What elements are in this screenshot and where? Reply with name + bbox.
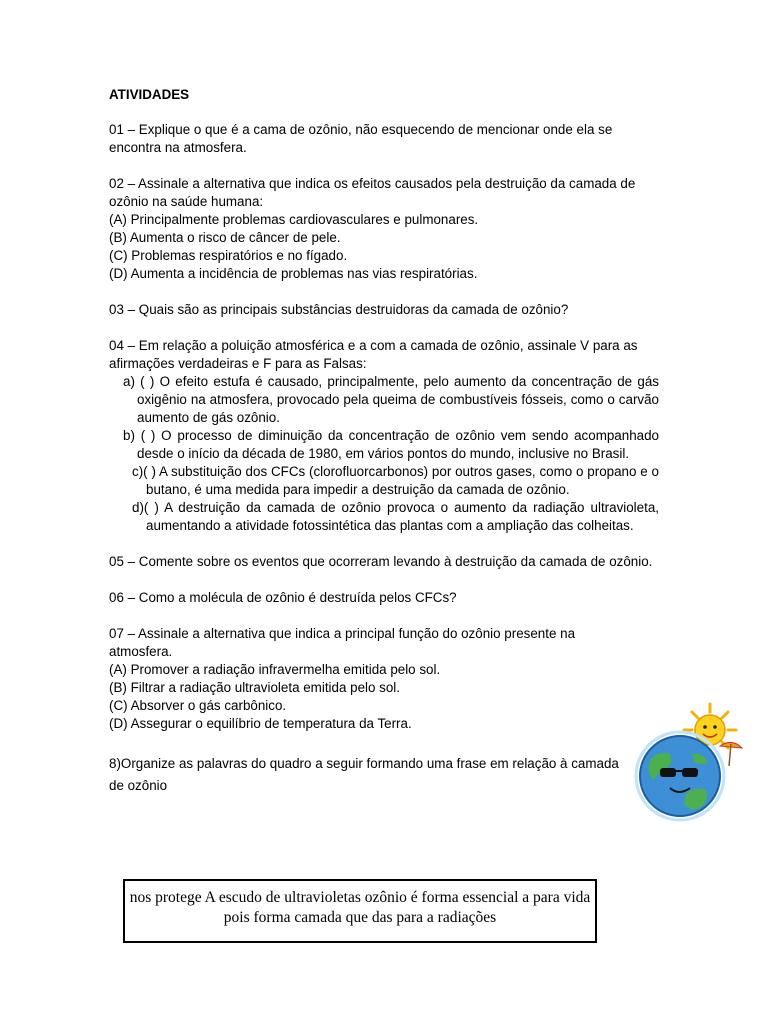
question-8-text: 8)Organize as palavras do quadro a seguir formando uma frase em relação à camada bbox=[109, 756, 619, 771]
question-7 bbox=[109, 625, 609, 733]
worksheet-title: ATIVIDADES bbox=[109, 87, 190, 102]
question-2-option-b: (B) Aumenta o risco de câncer de pele. bbox=[109, 230, 341, 245]
question-3-text: 03 – Quais são as principais substâncias destruidoras da camada de ozônio? bbox=[109, 302, 569, 317]
word-box-line-2: pois forma camada que das para a radiações bbox=[223, 909, 497, 926]
question-3 bbox=[109, 301, 659, 319]
question-1 bbox=[109, 121, 659, 157]
question-2-option-d: (D) Aumenta a incidência de problemas nas vias respiratórias. bbox=[109, 266, 478, 281]
question-4-item-a: a) ( ) O efeito estufa é causado, principalmente, pelo aumento da concentração de gás oxigênio na atmosfera, provocado pela queima de combustíveis fósseis, como o carvão aumento de gás ozônio. bbox=[123, 374, 659, 425]
question-7-option-c: (C) Absorver o gás carbônico. bbox=[109, 698, 287, 713]
question-4-item-d: d)( ) A destruição da camada de ozônio provoca o aumento da radiação ultravioleta, aumentando a atividade fotossintética das plantas com a ampliação das colheitas. bbox=[132, 500, 659, 533]
question-7-option-b: (B) Filtrar a radiação ultravioleta emitida pelo sol. bbox=[109, 680, 400, 695]
question-7-option-d: (D) Assegurar o equilíbrio de temperatura da Terra. bbox=[109, 716, 412, 731]
question-4 bbox=[109, 337, 659, 535]
question-2 bbox=[109, 175, 659, 283]
question-6-text: 06 – Como a molécula de ozônio é destruída pelos CFCs? bbox=[109, 590, 457, 605]
question-6 bbox=[109, 589, 659, 607]
word-box-line-1: nos protege A escudo de ultravioletas ozônio é forma essencial a para vida bbox=[129, 889, 591, 906]
question-4-text: 04 – Em relação a poluição atmosférica e a com a camada de ozônio, assinale V para as afirmações verdadeiras e F para as Falsas: bbox=[109, 338, 638, 371]
question-4-item-c: c)( ) A substituição dos CFCs (clorofluorcarbonos) por outros gases, como o propano e o butano, é uma medida para impedir a destruição da camada de ozônio. bbox=[132, 464, 659, 497]
question-1-text: 01 – Explique o que é a cama de ozônio, não esquecendo de mencionar onde ela se encontra na atmosfera. bbox=[109, 122, 613, 155]
word-box bbox=[123, 879, 597, 943]
question-2-option-a: (A) Principalmente problemas cardiovasculares e pulmonares. bbox=[109, 212, 479, 227]
question-4-item-b: b) ( ) O processo de diminuição da concentração de ozônio vem sendo acompanhado desde o início da década de 1980, em vários pontos do mundo, inclusive no Brasil. bbox=[123, 428, 659, 461]
question-2-option-c: (C) Problemas respiratórios e no fígado. bbox=[109, 248, 348, 263]
question-2-text: 02 – Assinale a alternativa que indica os efeitos causados pela destruição da camada de ozônio na saúde humana: bbox=[109, 176, 636, 209]
question-7-option-a: (A) Promover a radiação infravermelha emitida pelo sol. bbox=[109, 662, 441, 677]
question-8-text-cont: de ozônio bbox=[109, 778, 168, 793]
question-7-text: 07 – Assinale a alternativa que indica a principal função do ozônio presente na atmosfera. bbox=[109, 626, 576, 659]
earth-sun-sunglasses-icon bbox=[628, 702, 746, 822]
question-8 bbox=[109, 751, 659, 795]
question-5-text: 05 – Comente sobre os eventos que ocorreram levando à destruição da camada de ozônio. bbox=[109, 554, 653, 569]
worksheet bbox=[109, 86, 659, 813]
question-5 bbox=[109, 553, 659, 571]
